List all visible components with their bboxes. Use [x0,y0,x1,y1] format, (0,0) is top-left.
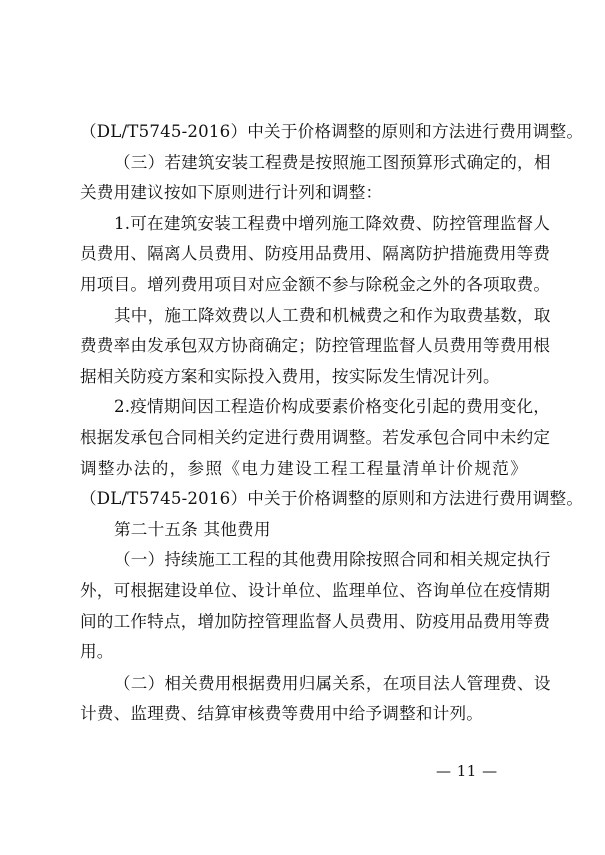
text-line: 据相关防疫方案和实际投入费用，按实际发生情况计列。 [80,366,500,386]
text-line: （一）持续施工工程的其他费用除按照合同和相关规定执行 [114,550,551,570]
article-title: 第二十五条 其他费用 [114,519,271,539]
paragraph-item-two [80,392,584,514]
paragraph-item-one [80,209,551,301]
page-number: — 11 — [436,762,498,780]
text-line: （DL/T5745-2016）中关于价格调整的原则和方法进行费用调整。 [80,489,584,509]
text-line: 用项目。增列费用项目对应金额不参与除税金之外的各项取费。 [80,274,551,294]
text-line: 外，可根据建设单位、设计单位、监理单位、咨询单位在疫情期 [80,580,551,600]
text-line: 费费率由发承包双方协商确定；防控管理监督人员费用等费用根 [80,336,551,356]
paragraph-continuation [80,117,584,148]
text-line: （三）若建筑安装工程费是按照施工图预算形式确定的，相 [114,152,551,172]
text-line: 计费、监理费、结算审核费等费用中给予调整和计列。 [80,704,484,724]
article-heading [80,515,527,546]
paragraph-section-three [80,148,551,209]
paragraph-article-two [80,669,551,730]
paragraph-article-one [80,545,551,667]
paragraph-among-them [80,301,551,393]
text-line: （DL/T5745-2016）中关于价格调整的原则和方法进行费用调整。 [80,122,584,141]
text-line: 调整办法的，参照《电力建设工程工程量清单计价规范》 [80,458,527,478]
text-line: 根据发承包合同相关约定进行费用调整。若发承包合同中未约定 [80,427,551,447]
text-line: 2.疫情期间因工程造价构成要素价格变化引起的费用变化， [114,397,551,417]
text-line: （二）相关费用根据费用归属关系，在项目法人管理费、设 [114,673,551,693]
text-line: 用。 [80,642,114,662]
text-line: 间的工作特点，增加防控管理监督人员费用、防疫用品费用等费 [80,611,551,631]
body-text [80,117,584,730]
text-line: 其中，施工降效费以人工费和机械费之和作为取费基数，取 [114,305,551,325]
text-line: 关费用建议按如下原则进行计列和调整： [80,183,383,203]
text-line: 1.可在建筑安装工程费中增列施工降效费、防控管理监督人 [114,213,551,233]
text-line: 员费用、隔离人员费用、防疫用品费用、隔离防护措施费用等费 [80,244,551,264]
